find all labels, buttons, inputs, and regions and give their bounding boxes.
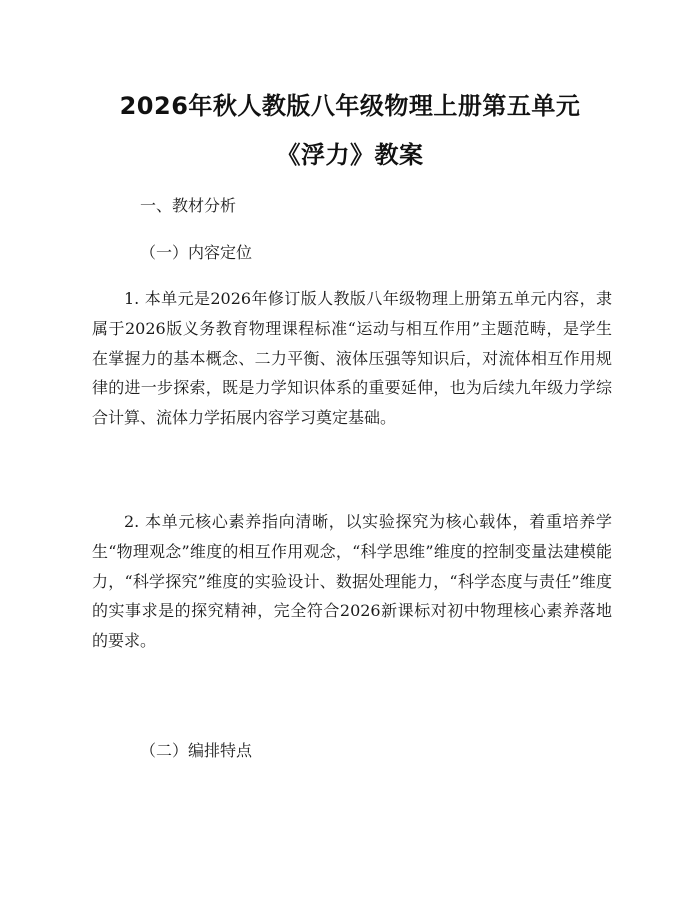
document-title-line-2: 《浮力》教案 xyxy=(276,141,424,169)
paragraph-content-positioning-2: 2. 本单元核心素养指向清晰，以实验探究为核心载体，着重培养学生“物理观念”维度的相互作用观念，“科学思维”维度的控制变量法建模能力，“科学探究”维度的实验设计、数据处理能力，“科学态度与责任”维度的实事求是的探究精神，完全符合2026新课标对初中物理核心素养落地的要求。 xyxy=(92,512,612,651)
section-heading-textbook-analysis: 一、教材分析 xyxy=(140,196,237,215)
paragraph-content-positioning-1: 1. 本单元是2026年修订版人教版八年级物理上册第五单元内容，隶属于2026版义务教育物理课程标准“运动与相互作用”主题范畴，是学生在掌握力的基本概念、二力平衡、液体压强等知识后，对流体相互作用规律的进一步探索，既是力学知识体系的重要延伸，也为后续九年级力学综合计算、流体力学拓展内容学习奠定基础。 xyxy=(92,289,612,428)
document-title-line-1: 2026年秋人教版八年级物理上册第五单元 xyxy=(119,92,581,120)
subsection-heading-arrangement-features: （二）编排特点 xyxy=(140,741,253,760)
subsection-heading-content-positioning: （一）内容定位 xyxy=(140,243,253,262)
